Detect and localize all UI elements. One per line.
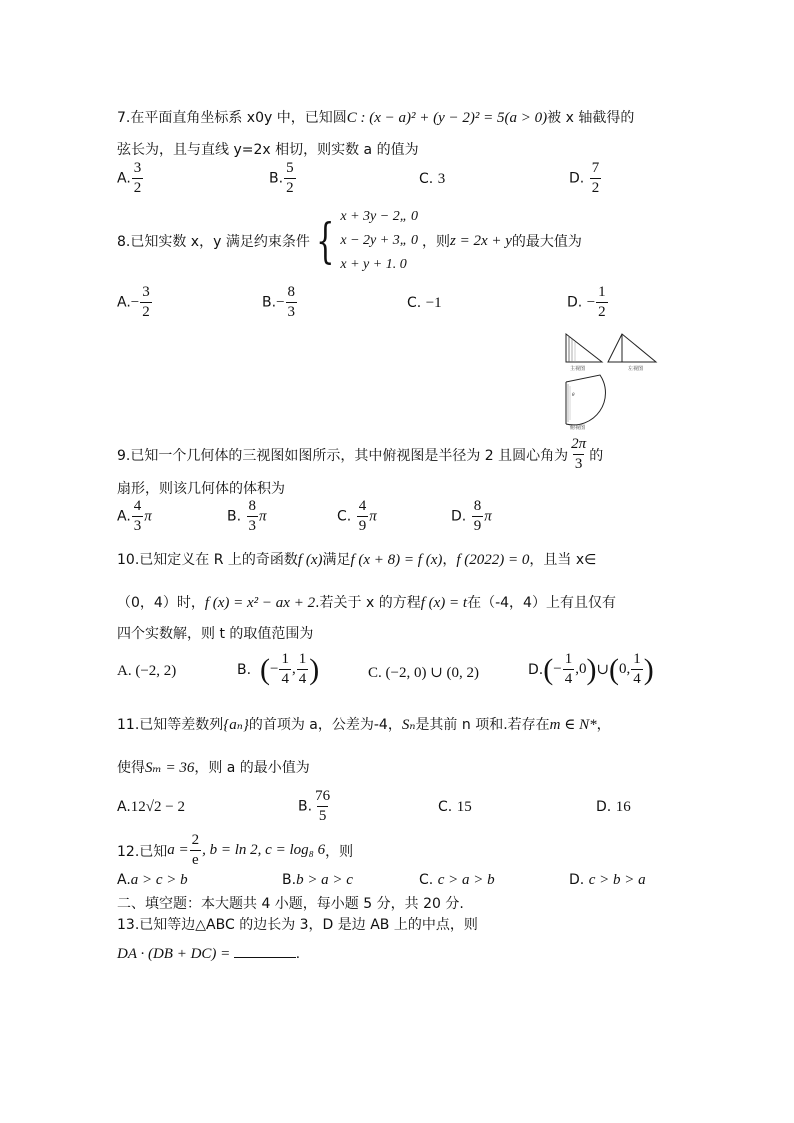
q11-sequence: {aₙ} <box>223 717 249 733</box>
fraction-denominator: 3 <box>248 518 257 534</box>
option-label: B. <box>282 872 297 888</box>
q8-option-c <box>407 295 442 312</box>
q8-objective: z = 2x + y <box>449 232 512 249</box>
q10-value-eq: f (2022) = 0 <box>456 552 530 568</box>
fraction-denominator: e <box>192 852 199 868</box>
option-value: a > c > b <box>130 872 188 888</box>
side-view <box>608 334 656 372</box>
option-value: 3 <box>437 171 446 187</box>
option-value: 12√2 − 2 <box>130 799 185 815</box>
q9-option-a <box>117 499 152 534</box>
q10-line1 <box>117 549 596 569</box>
q11-option-d <box>596 799 631 816</box>
q12-option-c <box>419 872 495 889</box>
option-label: C. <box>419 171 434 187</box>
top-view <box>566 375 605 430</box>
q10-line1-suffix: ，且当 x∈ <box>529 552 597 568</box>
option-label: D. <box>528 661 544 678</box>
q10-line1-mid: 满足 <box>322 552 351 568</box>
fraction-denominator: 3 <box>574 456 583 472</box>
option-value: A. (−2, 2) <box>117 663 177 679</box>
q8-option-d <box>567 285 609 320</box>
q9-option-b <box>227 499 267 534</box>
option-label: D. <box>451 508 467 525</box>
fraction-numerator: 8 <box>473 498 482 514</box>
q7-line1 <box>117 107 634 127</box>
q11-line2 <box>117 757 310 777</box>
option-value: C. (−2, 0) ∪ (0, 2) <box>368 665 480 681</box>
q10-option-c <box>368 663 479 682</box>
q8-line <box>117 203 582 279</box>
fraction-denominator: 3 <box>287 304 296 320</box>
fraction-denominator: 3 <box>133 518 142 534</box>
side-view-label: 左视图 <box>628 367 644 372</box>
fraction-numerator: 1 <box>598 284 606 300</box>
fraction-denominator: 2 <box>286 180 294 196</box>
option-label: B. <box>298 798 313 815</box>
option-label: B. <box>227 508 242 525</box>
fraction-numerator: 2π <box>571 436 587 452</box>
q10-fx: f (x) <box>297 552 323 568</box>
q7-option-a <box>117 161 144 196</box>
system-brace: { <box>315 213 335 269</box>
option-value: 15 <box>456 799 472 815</box>
q8-middle: ，则 <box>421 234 450 250</box>
constraint: x + 3y − 2„ 0 <box>340 209 418 224</box>
q8-option-a <box>117 285 153 320</box>
option-label: A. <box>117 508 131 525</box>
q10-line3: 四个实数解，则 t 的取值范围为 <box>117 626 314 642</box>
fraction-numerator: 4 <box>133 498 142 514</box>
option-sign: − <box>586 294 596 311</box>
q12-option-b <box>282 872 353 889</box>
q10-function-def: f (x) = x² − ax + 2 <box>204 595 316 611</box>
q12-prefix: 12.已知 <box>117 843 168 860</box>
q10-line2-prefix: （0，4）时， <box>117 595 205 611</box>
q11-line1-mid: 的首项为 a，公差为-4， <box>248 717 402 733</box>
front-view <box>566 334 602 372</box>
q7-option-b <box>269 161 297 196</box>
option-label: A. <box>117 799 131 815</box>
option-value: 16 <box>615 799 631 815</box>
q13-line2 <box>117 945 300 963</box>
q11-line1 <box>117 714 611 734</box>
q7-option-d <box>569 161 602 196</box>
option-label: D. <box>569 872 585 888</box>
q10-line1-prefix: 10.已知定义在 R 上的奇函数 <box>117 552 298 568</box>
q7-circle-equation: C : (x − a)² + (y − 2)² = 5(a > 0) <box>346 110 548 126</box>
option-label: A. <box>117 294 131 311</box>
q11-m-in-n: m ∈ N* <box>549 717 597 733</box>
fraction-denominator: 2 <box>591 180 600 196</box>
q8-suffix: 的最大值为 <box>511 234 582 250</box>
q10-periodic-eq: f (x + 8) = f (x) <box>350 552 443 568</box>
q7-option-c <box>419 171 445 188</box>
pi-symbol: π <box>484 508 492 525</box>
q12-line <box>117 833 353 868</box>
constraint: x − 2y + 3„ 0 <box>340 233 418 248</box>
fraction-denominator: 2 <box>142 304 150 320</box>
q9-line1 <box>117 437 603 472</box>
three-view-figure <box>560 330 664 430</box>
fraction-numerator: 8 <box>287 284 296 300</box>
fraction-denominator: 2 <box>598 304 606 320</box>
q9-option-d <box>451 499 492 534</box>
option-label: B. <box>269 170 284 187</box>
option-label: D. <box>567 294 583 311</box>
q9-line1-prefix: 9.已知一个几何体的三视图如图所示，其中俯视图是半径为 2 且圆心角为 <box>117 447 569 464</box>
angle-label: θ <box>572 393 575 398</box>
q10-option-d: D. ( − $\frac{1}{4}$ ,0 ) ∪ ( 0, $\frac{1}{4}$ ) <box>528 651 654 687</box>
fraction-numerator: 4 <box>358 498 367 514</box>
q10-line2 <box>117 592 616 612</box>
q7-line1-suffix: 被 x 轴截得的 <box>547 110 635 126</box>
answer-blank[interactable] <box>234 945 296 958</box>
q10-option-a <box>117 663 176 680</box>
pi-symbol: π <box>144 508 152 525</box>
pi-symbol: π <box>259 508 267 525</box>
option-label: A. <box>117 872 131 888</box>
option-label: C. <box>419 872 434 888</box>
q12-option-d <box>569 872 646 889</box>
option-label: B. <box>237 661 252 678</box>
constraint: x + y + 1. 0 <box>340 257 407 272</box>
q8-option-b <box>262 285 298 320</box>
q12-a-lhs: a = <box>167 842 189 858</box>
q12-definitions: , b = ln 2, c = log₈ 6 <box>202 842 326 858</box>
q11-option-a <box>117 799 185 816</box>
q13-end: . <box>296 946 300 962</box>
option-sign: − <box>130 294 140 311</box>
option-label: A. <box>117 170 131 187</box>
q11-line2-prefix: 使得 <box>117 760 145 776</box>
option-label: D. <box>569 170 585 187</box>
q11-sm-eq: Sₘ = 36 <box>145 760 195 776</box>
q11-line1-mid2: 是其前 n 项和.若存在 <box>415 717 550 733</box>
q11-sn: Sₙ <box>401 717 416 733</box>
fraction-denominator: 2 <box>133 180 142 196</box>
q13-expression: DA · (DB + DC) = <box>117 946 231 962</box>
fraction-numerator: 3 <box>133 160 142 176</box>
q12-option-a <box>117 872 188 889</box>
option-value: c > b > a <box>588 872 646 888</box>
option-value: b > a > c <box>296 872 353 888</box>
fraction-denominator: 5 <box>318 808 327 824</box>
front-view-label: 主视图 <box>570 367 586 372</box>
fraction-numerator: 5 <box>286 160 294 176</box>
q11-line1-prefix: 11.已知等差数列 <box>117 717 224 733</box>
fraction-numerator: 3 <box>142 284 150 300</box>
q11-line1-suffix: ， <box>596 717 611 733</box>
constraint-system <box>340 205 418 277</box>
q10-option-b: B. ( − $\frac{1}{4}$ , $\frac{1}{4}$ ) <box>237 651 320 687</box>
option-label: C. <box>337 508 352 525</box>
q10-line2-suffix: 在（-4，4）上有且仅有 <box>467 595 616 611</box>
fraction-denominator: 9 <box>473 518 482 534</box>
pi-symbol: π <box>369 508 377 525</box>
option-sign: − <box>276 294 285 311</box>
option-value: −1 <box>425 295 442 311</box>
q7-line2: 弦长为，且与直线 y=2x 相切，则实数 a 的值为 <box>117 142 419 158</box>
q11-option-b <box>298 789 333 824</box>
fraction-denominator: 9 <box>358 518 367 534</box>
option-label: C. <box>407 295 422 311</box>
q8-prefix: 8.已知实数 x，y 满足约束条件 <box>117 234 310 250</box>
q7-line1-prefix: 7.在平面直角坐标系 x0y 中，已知圆 <box>117 110 347 126</box>
option-label: D. <box>596 799 612 815</box>
option-label: B. <box>262 294 277 311</box>
section-heading: 二、填空题：本大题共 4 小题，每小题 5 分，共 20 分. <box>117 896 464 912</box>
q9-option-c <box>337 499 377 534</box>
top-view-label: 俯视图 <box>570 426 586 430</box>
q9-line1-suffix: 的 <box>589 447 604 464</box>
option-value: c > a > b <box>437 872 495 888</box>
q12-suffix: ，则 <box>325 843 354 860</box>
q10-comma: ， <box>442 552 457 568</box>
fraction-numerator: 8 <box>248 498 257 514</box>
q13-line1: 13.已知等边△ABC 的边长为 3，D 是边 AB 上的中点，则 <box>117 917 478 933</box>
fraction-numerator: 76 <box>315 788 331 804</box>
q9-line2: 扇形，则该几何体的体积为 <box>117 481 285 497</box>
option-label: C. <box>438 799 453 815</box>
q10-equation: f (x) = t <box>420 595 468 611</box>
q10-line2-mid: .若关于 x 的方程 <box>315 595 421 611</box>
q11-line2-suffix: ，则 a 的最小值为 <box>194 760 310 776</box>
fraction-numerator: 2 <box>191 832 200 848</box>
fraction-numerator: 7 <box>591 160 600 176</box>
q11-option-c <box>438 799 472 816</box>
